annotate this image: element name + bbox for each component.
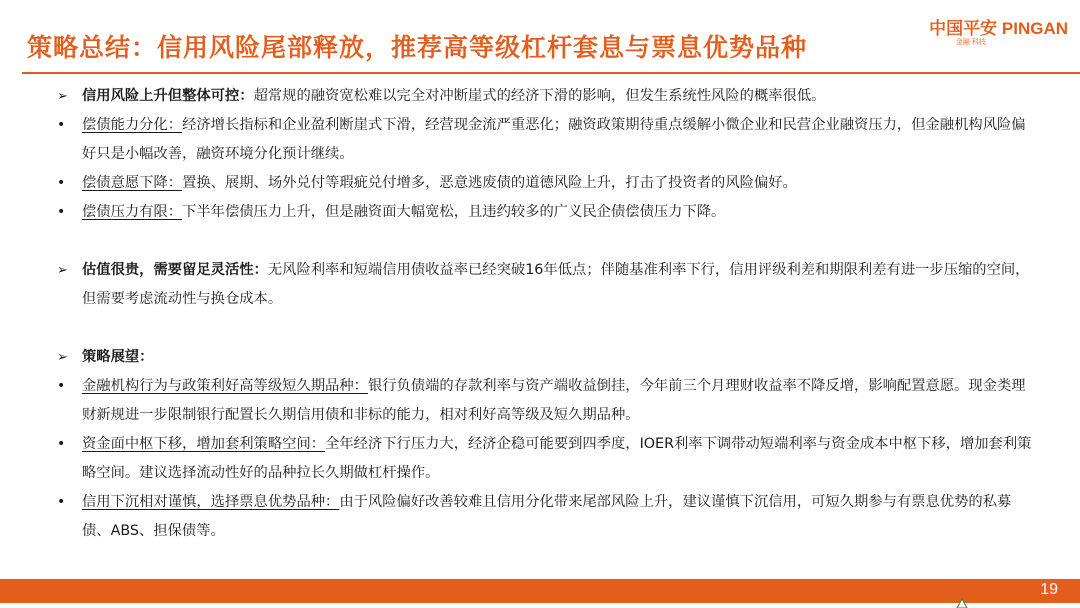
- page-number: 19: [1040, 581, 1058, 598]
- item-text: 由于风险偏好改善较难且信用分化带来尾部风险上升，建议谨慎下沉信用，可短久期参与有票息优势的私募债、ABS、担保债等。: [82, 494, 1012, 539]
- list-item: [57, 372, 1032, 430]
- section-heading: [57, 343, 1032, 372]
- item-lead: 偿债压力有限：: [82, 204, 183, 220]
- item-lead: 金融机构行为与政策利好高等级短久期品种：: [82, 378, 368, 394]
- slide-title: 策略总结：信用风险尾部释放，推荐高等级杠杆套息与票息优势品种: [27, 33, 808, 62]
- heading-lead: 估值很贵，需要留足灵活性：: [82, 262, 268, 278]
- item-text: 经济增长指标和企业盈利断崖式下滑，经营现金流严重恶化；融资政策期待重点缓解小微企业和民营企业融资压力，但金融机构风险偏好只是小幅改善，融资环境分化预计继续。: [82, 117, 1026, 162]
- arrow-bullet-icon: ➢: [57, 89, 68, 104]
- item-lead: 资金面中枢下移，增加套利策略空间：: [82, 436, 326, 452]
- dot-bullet-icon: •: [57, 117, 66, 133]
- dot-bullet-icon: •: [57, 378, 66, 394]
- logo-tagline: 金融·科技: [955, 38, 986, 46]
- heading-text: 超常规的融资宽松难以完全对冲断崖式的经济下滑的影响，但发生系统性风险的概率很低。: [253, 88, 826, 104]
- section-heading: [57, 82, 1032, 111]
- list-item: [57, 430, 1032, 488]
- section-valuation: [57, 256, 1032, 314]
- section-credit-risk: [57, 82, 1032, 227]
- logo-text: 中国平安 PINGAN: [929, 19, 1068, 38]
- list-item: [57, 198, 1032, 227]
- heading-lead: 策略展望：: [82, 349, 154, 365]
- item-lead: 信用下沉相对谨慎，选择票息优势品种：: [82, 494, 340, 510]
- title-divider: [22, 72, 1080, 74]
- list-item: [57, 169, 1032, 198]
- footer-bar: [0, 579, 1080, 603]
- item-lead: 偿债能力分化：: [82, 117, 183, 133]
- item-lead: 偿债意愿下降：: [82, 175, 183, 191]
- item-text: 置换、展期、场外兑付等瑕疵兑付增多，恶意逃废债的道德风险上升，打击了投资者的风险偏好。: [182, 175, 797, 191]
- arrow-bullet-icon: ➢: [57, 350, 68, 365]
- company-logo: [898, 14, 1068, 54]
- list-item: [57, 488, 1032, 546]
- heading-lead: 信用风险上升但整体可控：: [82, 88, 254, 104]
- dot-bullet-icon: •: [57, 204, 66, 220]
- item-text: 下半年偿债压力上升，但是融资面大幅宽松，且违约较多的广义民企债偿债压力下降。: [182, 204, 726, 220]
- heading-text: 无风险利率和短端信用债收益率已经突破16年低点；伴随基准利率下行，信用评级利差和期限利差有进一步压缩的空间，但需要考虑流动性与换仓成本。: [82, 262, 1030, 307]
- list-item: [57, 111, 1032, 169]
- slide-body: [57, 82, 1032, 546]
- corner-logo-icon: [956, 598, 968, 608]
- item-text: 银行负债端的存款利率与资产端收益倒挂，今年前三个月理财收益率不降反增，影响配置意愿。现金类理财新规进一步限制银行配置长久期信用债和非标的能力，相对利好高等级及短久期品种。: [82, 378, 1026, 423]
- item-text: 全年经济下行压力大，经济企稳可能要到四季度，IOER利率下调带动短端利率与资金成本中枢下移，增加套利策略空间。建议选择流动性好的品种拉长久期做杠杆操作。: [82, 436, 1032, 481]
- section-strategy-outlook: [57, 343, 1032, 546]
- section-heading: [57, 256, 1032, 314]
- dot-bullet-icon: •: [57, 436, 66, 452]
- arrow-bullet-icon: ➢: [57, 263, 68, 278]
- dot-bullet-icon: •: [57, 494, 66, 510]
- dot-bullet-icon: •: [57, 175, 66, 191]
